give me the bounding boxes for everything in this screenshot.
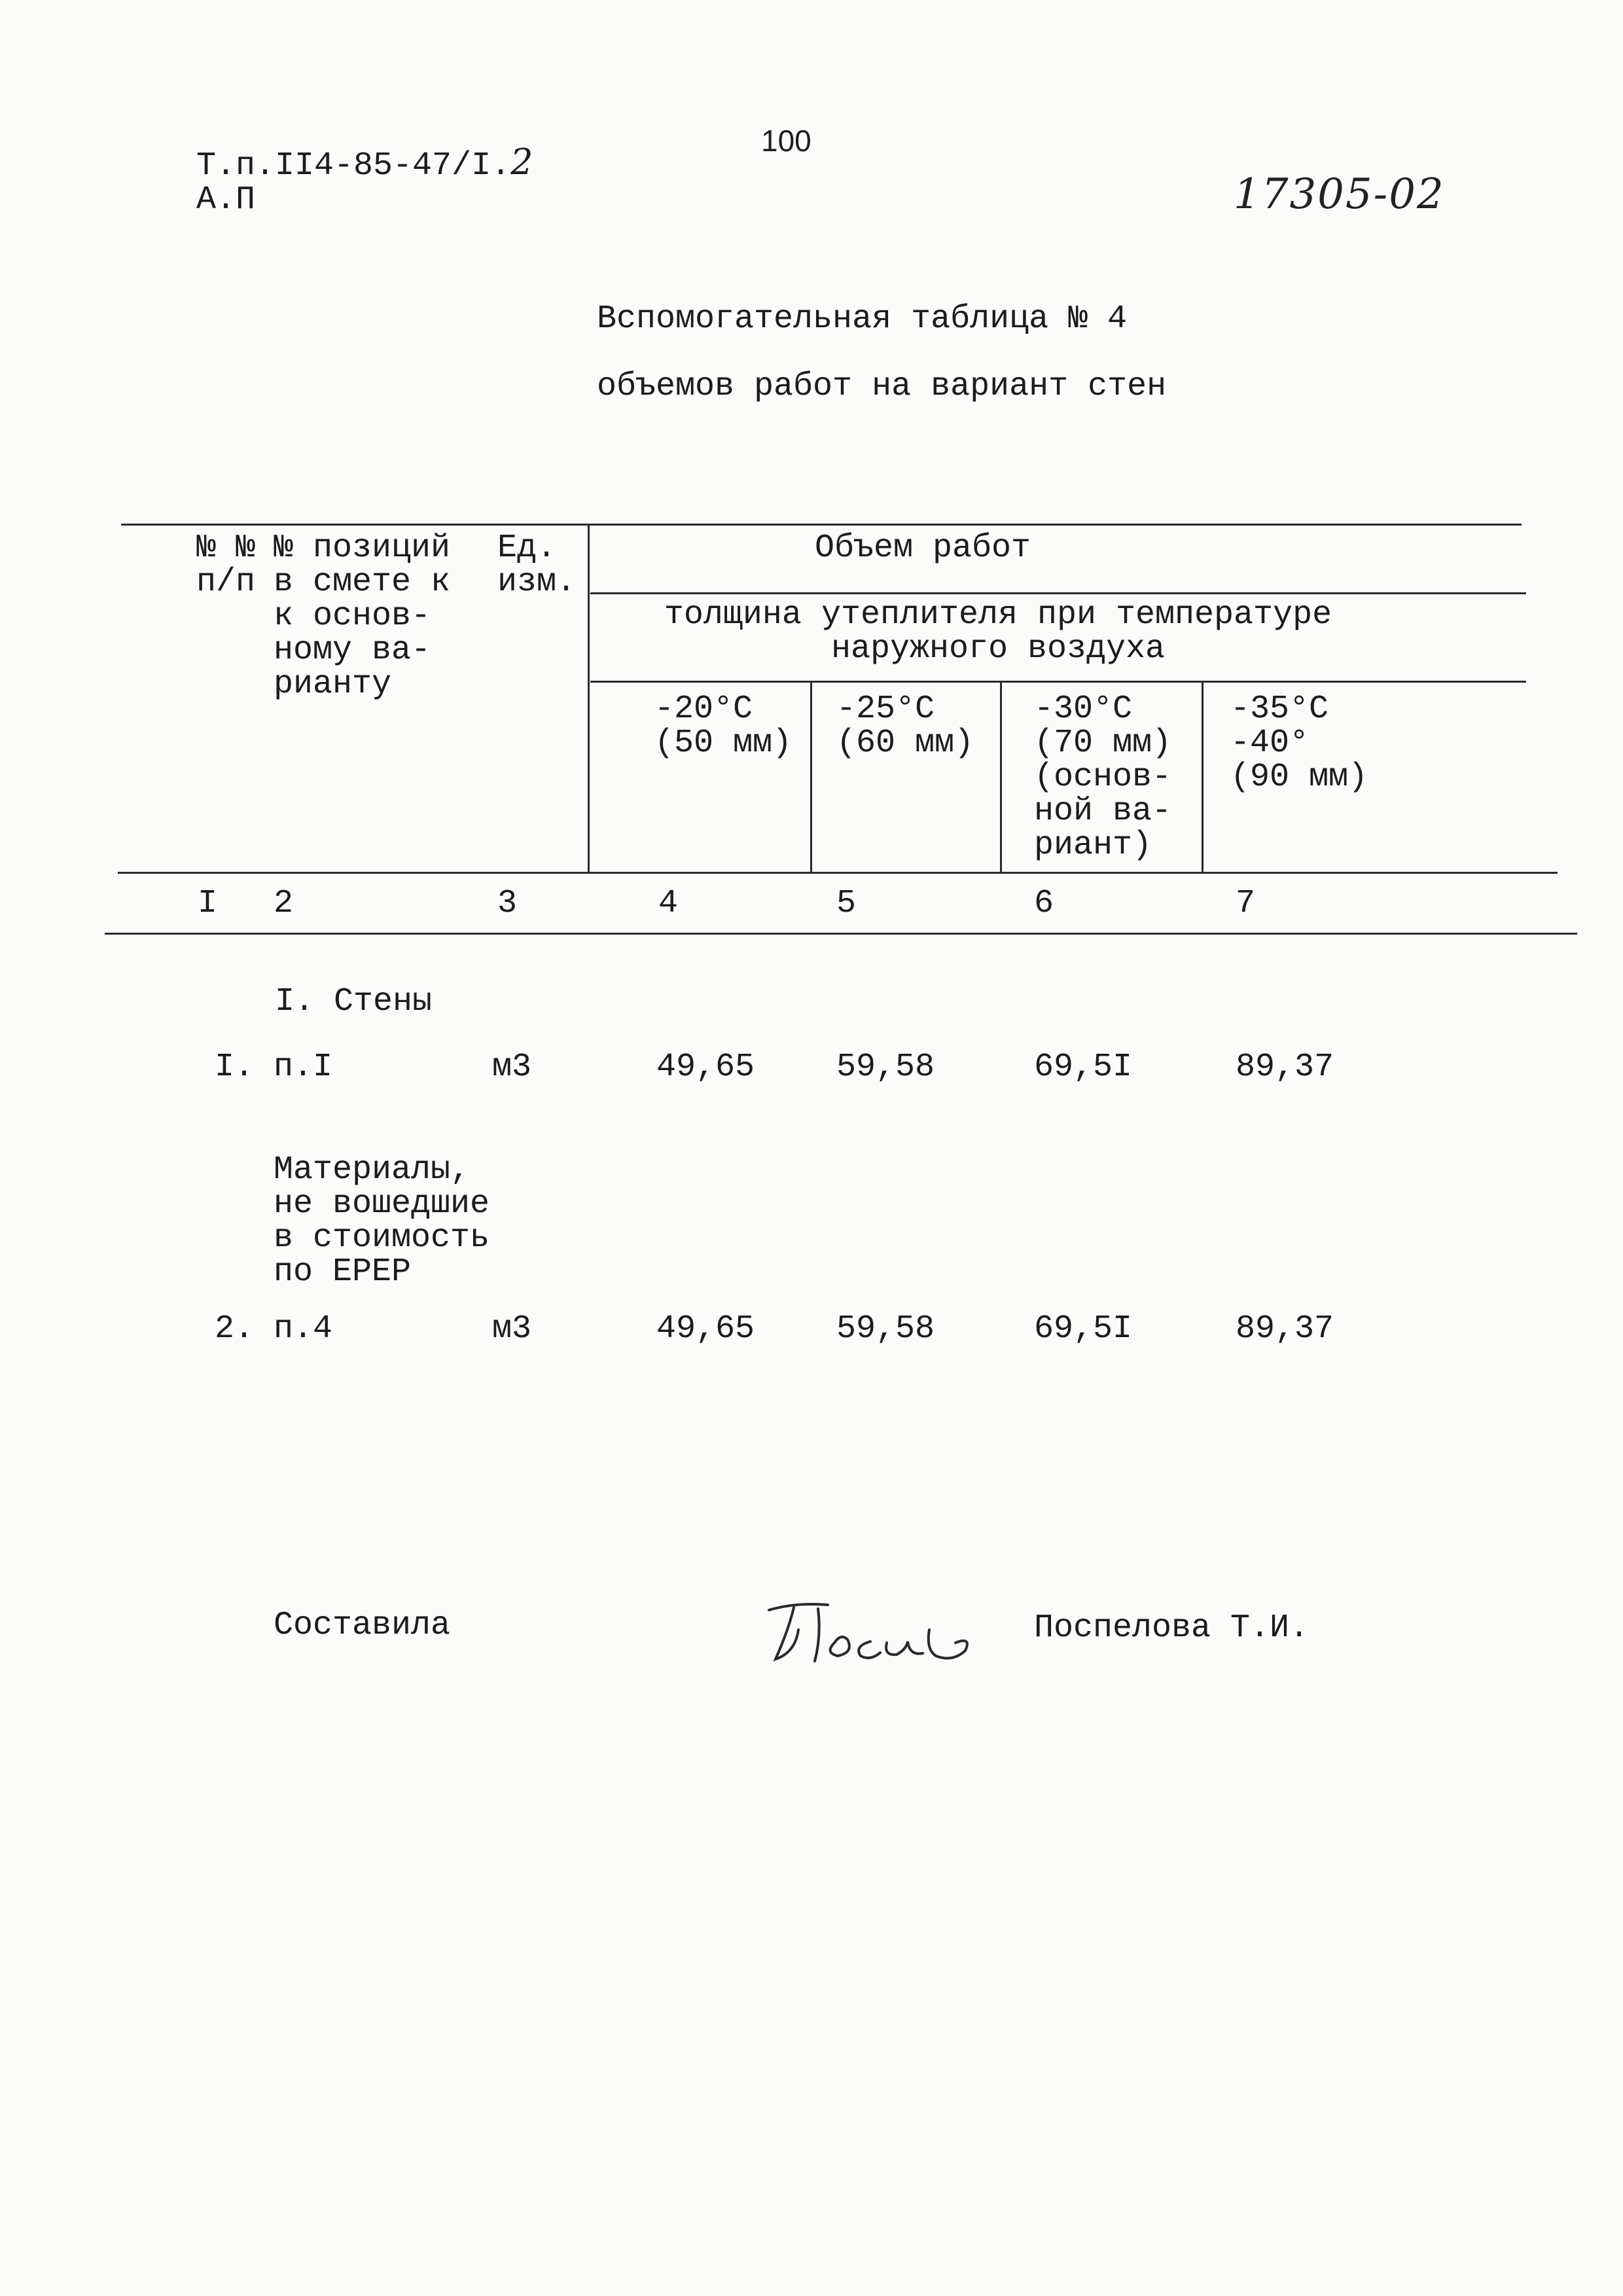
row-unit: м3 xyxy=(492,1049,532,1086)
vertical-rule-4 xyxy=(1202,681,1204,873)
row-number: I. xyxy=(215,1049,255,1086)
row-value-minus30: 69,5I xyxy=(1034,1049,1133,1086)
vertical-rule-1 xyxy=(588,525,590,873)
document-code-suffix: 2 xyxy=(510,141,533,183)
column-head-row-number: № № п/п xyxy=(196,529,256,601)
column-head-temp-minus35-40: -35°С -40° (90 мм) xyxy=(1230,691,1368,796)
column-head-estimate-position: № позиций в смете к к основ- ному ва- рианту xyxy=(274,529,451,703)
row-value-minus20: 49,65 xyxy=(656,1310,755,1348)
section-title-walls: I. Стены xyxy=(275,983,433,1020)
column-head-insulation-thickness: толщина утеплителя при температуре наружного воздуха xyxy=(664,596,1332,668)
document-code xyxy=(196,141,533,185)
table-title: Вспомогательная таблица № 4 xyxy=(597,300,1128,338)
row-position: п.I xyxy=(274,1049,333,1086)
row-unit: м3 xyxy=(492,1310,532,1348)
row-value-minus35-40: 89,37 xyxy=(1236,1310,1334,1348)
vertical-rule-2 xyxy=(810,681,812,873)
row-value-minus30: 69,5I xyxy=(1034,1310,1133,1348)
row-value-minus20: 49,65 xyxy=(656,1049,755,1086)
column-number-1: I xyxy=(198,885,218,922)
column-number-5: 5 xyxy=(836,885,857,922)
column-number-3: 3 xyxy=(497,885,518,922)
column-head-temp-minus30: -30°С (70 мм) (основ- ной ва- риант) xyxy=(1034,691,1172,864)
signature-graphic xyxy=(756,1590,991,1689)
column-number-2: 2 xyxy=(274,885,294,922)
vertical-rule-3 xyxy=(1000,681,1002,873)
column-number-rule xyxy=(105,933,1577,935)
column-number-4: 4 xyxy=(658,885,679,922)
header-bottom-rule xyxy=(118,872,1558,874)
column-head-temp-minus20: -20°С (50 мм) xyxy=(654,691,793,762)
column-head-temp-minus25: -25°С (60 мм) xyxy=(836,691,974,762)
row-value-minus35-40: 89,37 xyxy=(1236,1049,1334,1086)
table-subtitle: объемов работ на вариант стен xyxy=(597,368,1167,405)
column-head-work-volume: Объем работ xyxy=(815,529,1031,567)
row-position: п.4 xyxy=(274,1310,333,1348)
column-number-7: 7 xyxy=(1236,885,1256,922)
page-number: 100 xyxy=(761,124,812,158)
column-head-unit: Ед. изм. xyxy=(497,529,577,601)
compiler-name: Поспелова Т.И. xyxy=(1034,1609,1310,1647)
column-number-6: 6 xyxy=(1034,885,1054,922)
archive-number-handwritten: 17305-02 xyxy=(1234,170,1445,219)
row-value-minus25: 59,58 xyxy=(836,1310,935,1348)
document-code-main: Т.п.II4-85-47/I. xyxy=(196,147,511,185)
group-header-rule xyxy=(590,592,1526,594)
row-value-minus25: 59,58 xyxy=(836,1049,935,1086)
subgroup-header-rule xyxy=(590,681,1526,683)
signature xyxy=(756,1590,991,1692)
document-code-appendix: А.П xyxy=(196,181,256,219)
row-number: 2. xyxy=(215,1310,255,1348)
materials-note: Материалы, не вошедшие в стоимость по ЕРЕР xyxy=(274,1151,490,1291)
compiled-by-label: Составила xyxy=(274,1607,451,1644)
table-top-rule xyxy=(121,524,1522,526)
